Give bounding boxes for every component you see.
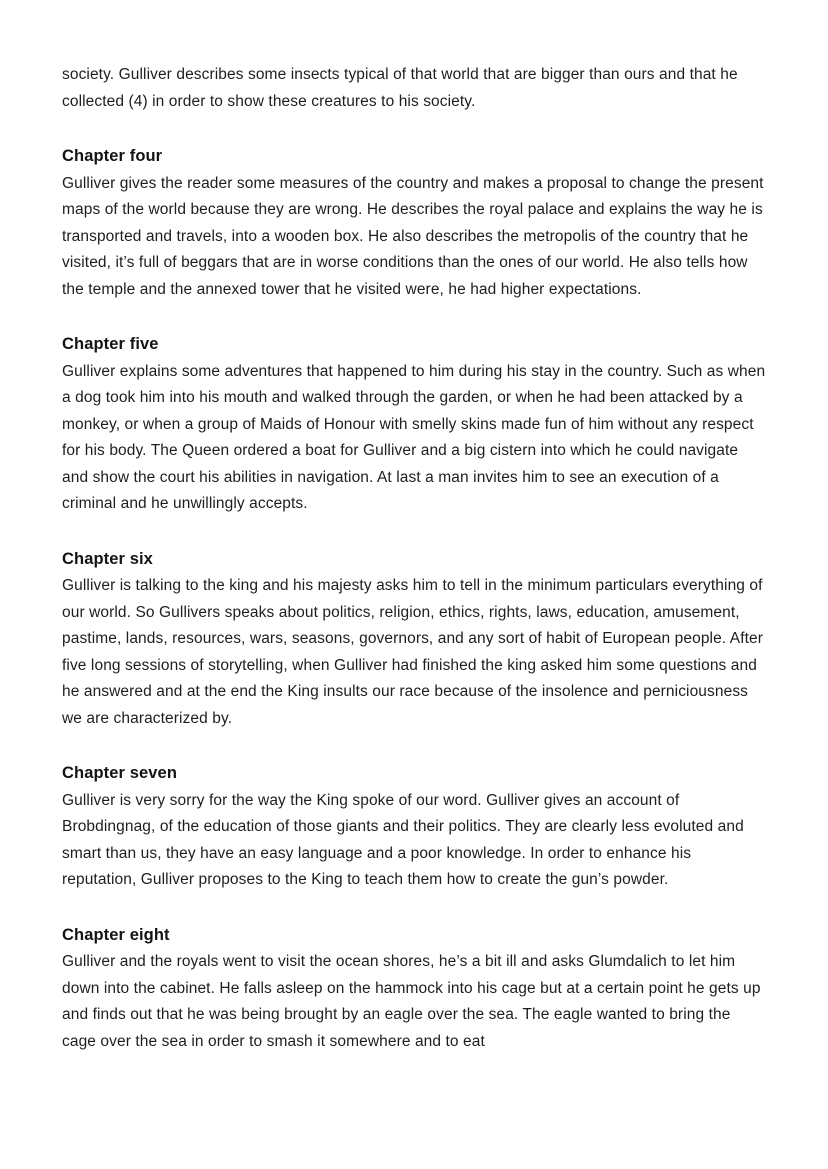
chapter-heading: Chapter seven [62,764,178,782]
chapter-body: Gulliver and the royals went to visit the ocean shores, he’s a bit ill and asks Glumdalich to let him down into the cabinet. He falls asleep on the hammock into his cage but at a certain point he gets up and finds out that he was being brought by an eagle over the sea. The eagle wanted to bring the cage over the sea in order to smash it somewhere and to eat [62,953,761,1050]
chapter-section-five [62,331,768,518]
document-content [62,62,768,1055]
intro-paragraph: society. Gulliver describes some insects typical of that world that are bigger than ours and that he collected (4) in order to show these creatures to his society. [62,66,738,110]
chapter-body: Gulliver is very sorry for the way the King spoke of our word. Gulliver gives an account of Brobdingnag, of the education of those giants and their politics. They are clearly less evoluted and smart than us, they have an easy language and a poor knowledge. In order to enhance his reputation, Gulliver proposes to the King to teach them how to create the gun’s powder. [62,791,744,888]
chapter-section-six [62,546,768,733]
chapter-body: Gulliver gives the reader some measures of the country and makes a proposal to change the present maps of the world because they are wrong. He describes the royal palace and explains the way he is transported and travels, into a wooden box. He also describes the metropolis of the country that he visited, it’s full of beggars that are in worse conditions than the ones of our world. He also tells how the temple and the annexed tower that he visited were, he had higher expectations. [62,174,764,298]
chapter-body: Gulliver is talking to the king and his majesty asks him to tell in the minimum particulars everything of our world. So Gullivers speaks about politics, religion, ethics, rights, laws, education, amusement, pastime, lands, resources, wars, seasons, governors, and any sort of habit of European people. After five long sessions of storytelling, when Gulliver had finished the king asked him some questions and he answered and at the end the King insults our race because of the insolence and perniciousness we are characterized by. [62,577,763,727]
chapter-body: Gulliver explains some adventures that happened to him during his stay in the country. Such as when a dog took him into his mouth and walked through the garden, or when he had been attacked by a monkey, or when a group of Maids of Honour with smelly skins made fun of him without any respect for his body. The Queen ordered a boat for Gulliver and a big cistern into which he could navigate and show the court his abilities in navigation. At last a man invites him to see an execution of a criminal and he unwillingly accepts. [62,362,766,512]
chapter-section-four [62,143,768,303]
chapter-section-seven [62,760,768,894]
chapter-heading: Chapter four [62,147,163,165]
chapter-heading: Chapter five [62,335,159,353]
chapter-heading: Chapter eight [62,925,170,944]
chapter-section-eight [62,922,768,1056]
chapter-heading: Chapter six [62,549,153,568]
